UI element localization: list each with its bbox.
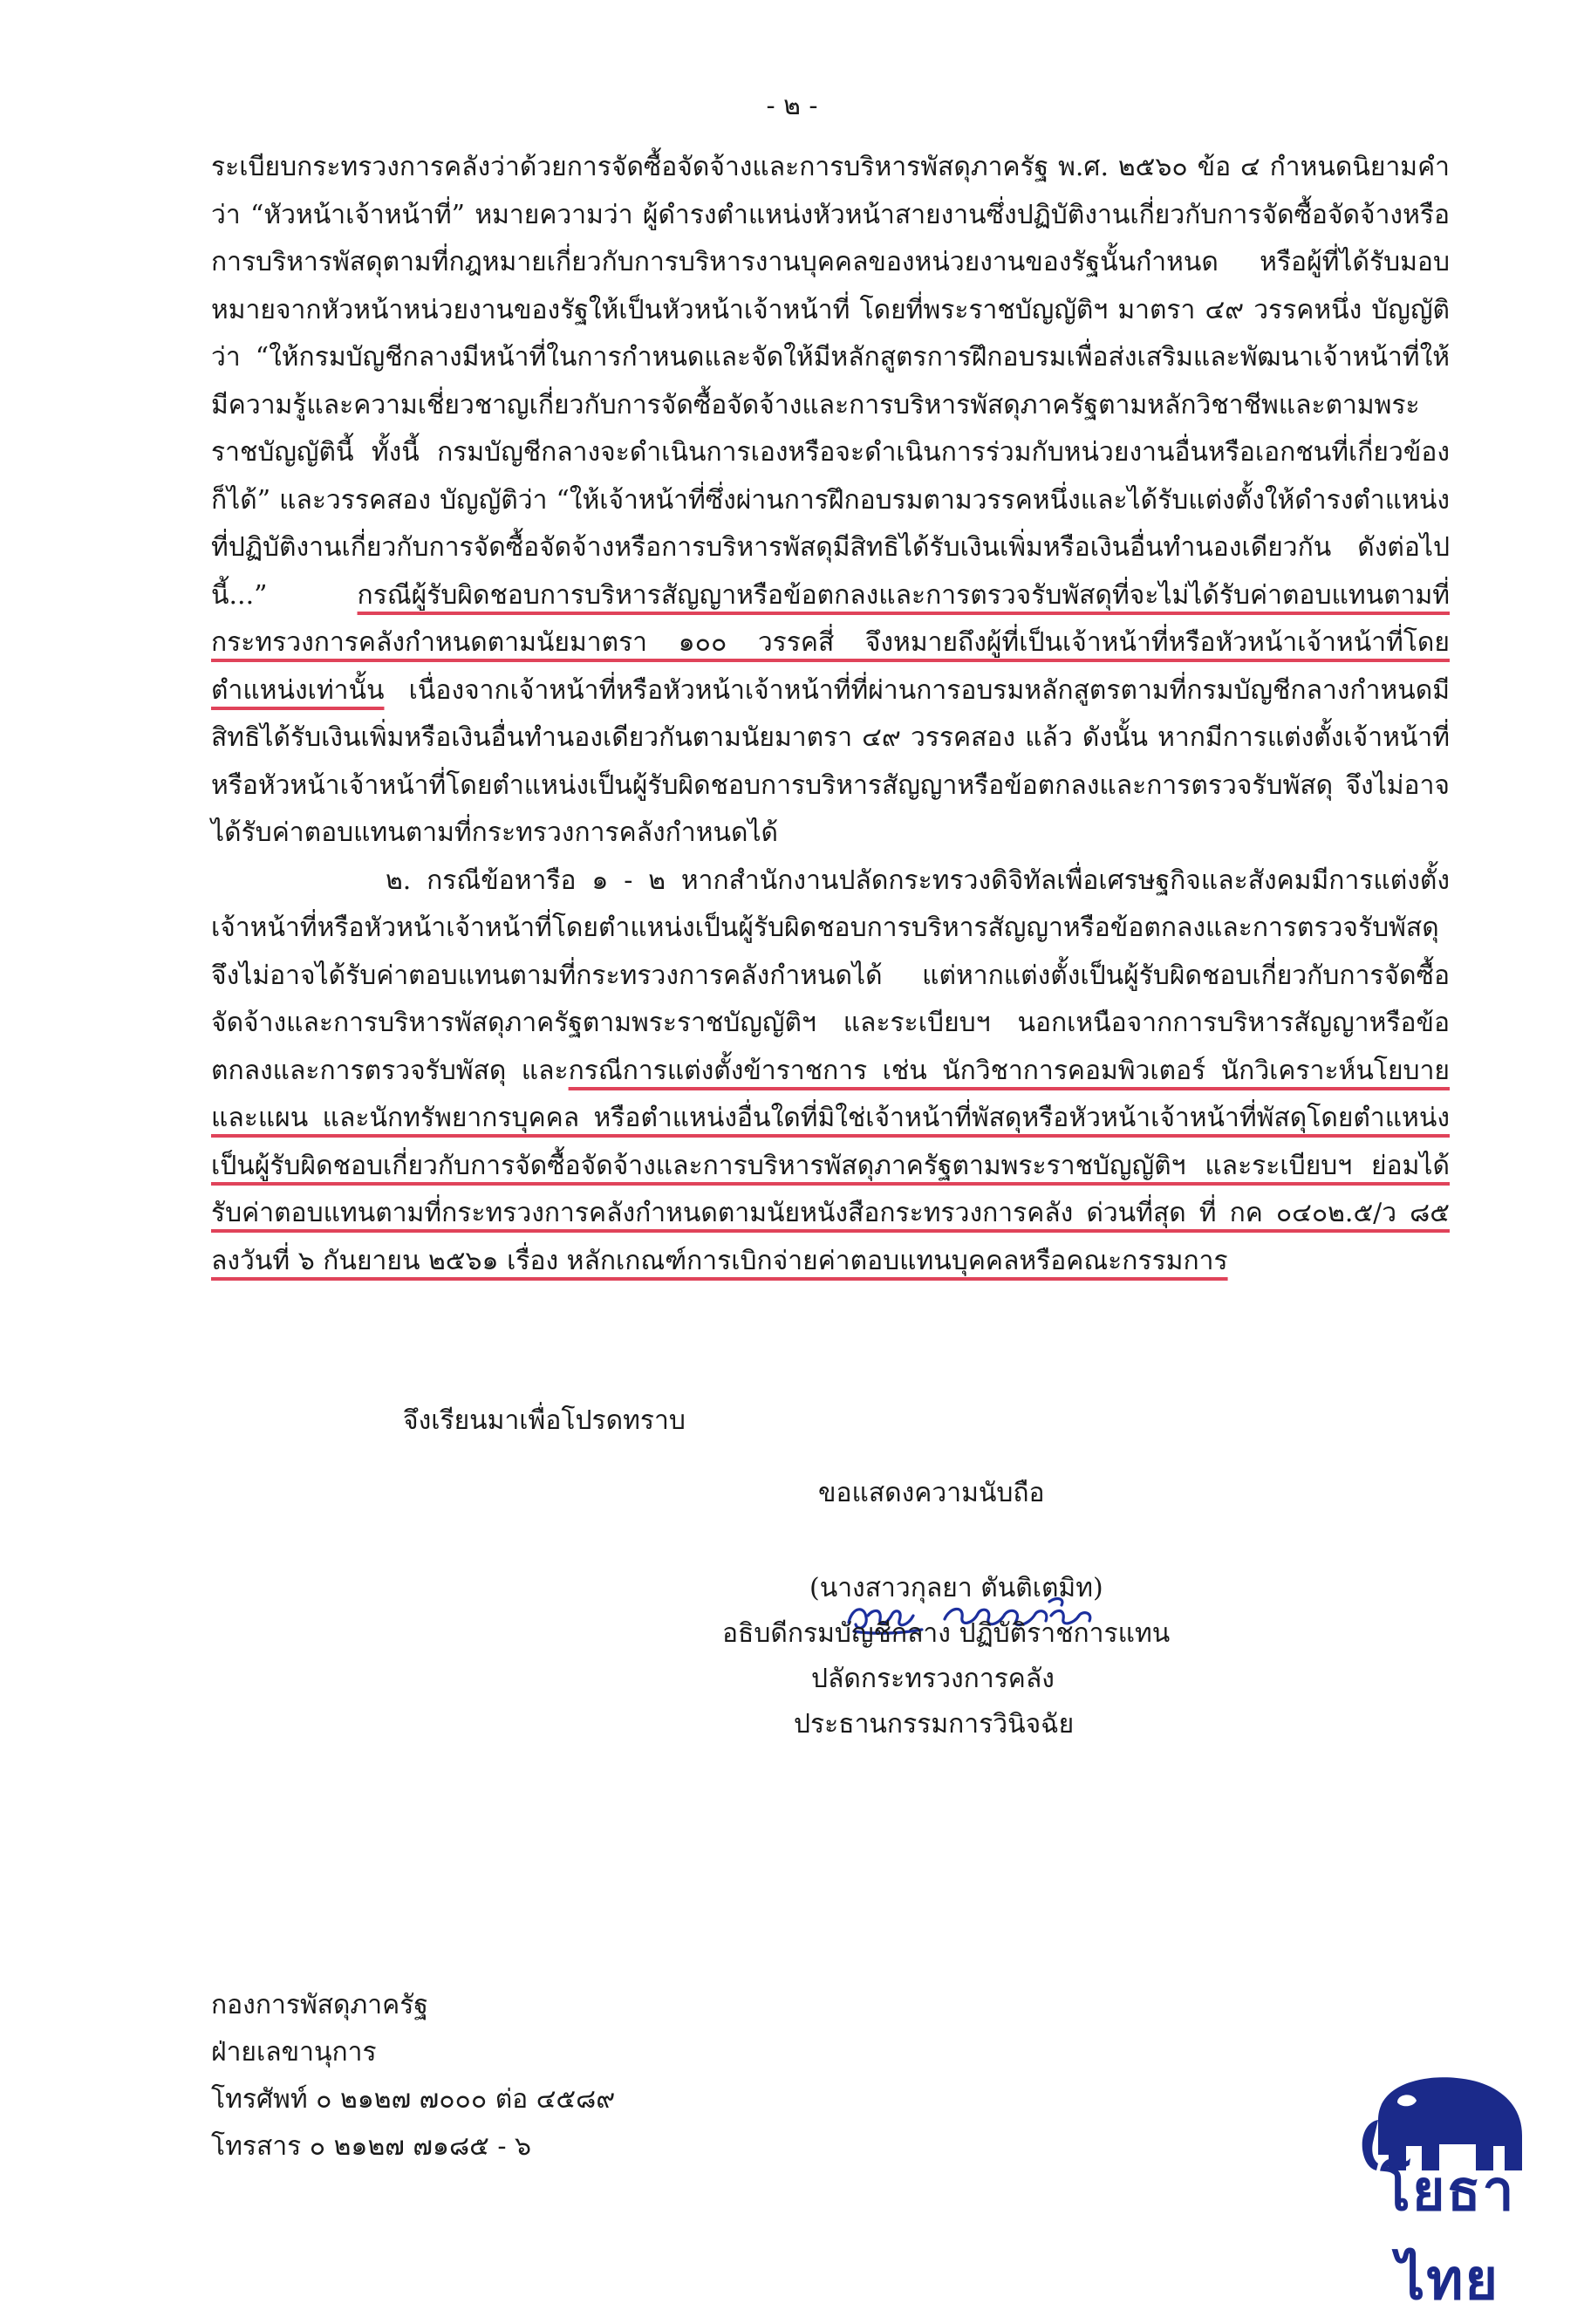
footer-section: ฝ่ายเลขานุการ xyxy=(211,2037,377,2068)
footer-contact xyxy=(211,1982,615,2170)
footer-phone: โทรศัพท์ ๐ ๒๑๒๗ ๗๐๐๐ ต่อ ๔๕๘๙ xyxy=(211,2084,616,2115)
highlighted-text: กรณีการแต่งตั้งข้าราชการ เช่น นักวิชาการคอมพิวเตอร์ นักวิเคราะห์นโยบายและแผน และนักทรัพยากรบุคคล หรือตำแหน่งอื่นใดที่มิใช่เจ้าหน้าที่พัสดุหรือหัวหน้าเจ้าหน้าที่พัสดุโดยตำแหน่ง เป็นผู้รับผิดชอบเกี่ยวกับการจัดซื้อจัดจ้างและการบริหารพัสดุภาครัฐตามพระราชบัญญัติฯ และระเบียบฯ ย่อมได้รับค่าตอบแทนตามที่กระทรวงการคลังกำหนดตามนัยหนังสือกระทรวงการคลัง ด่วนที่สุด ที่ กค ๐๔๐๒.๕/ว ๘๕ ลงวันที่ ๖ กันยายน ๒๕๖๑ เรื่อง หลักเกณฑ์การเบิกจ่ายค่าตอบแทนบุคคลหรือคณะกรรมการ xyxy=(211,1055,1450,1276)
signer-title-3: ประธานกรรมการวินิจฉัย xyxy=(794,1709,1075,1740)
closing-line: จึงเรียนมาเพื่อโปรดทราบ xyxy=(403,1405,686,1436)
signer-title-1: อธิบดีกรมบัญชีกลาง ปฏิบัติราชการแทน xyxy=(722,1618,1171,1649)
body-paragraph xyxy=(211,858,1450,1286)
logo-wordmark: โยธาไทย xyxy=(1380,2159,1516,2313)
signature-block xyxy=(680,1566,1553,1747)
signer-name: (นางสาวกุลยา ตันติเตมิท) xyxy=(809,1573,1103,1603)
paragraph-text: ๒. กรณีข้อหารือ ๑ - ๒ หากสำนักงานปลัดกระทรวงดิจิทัลเพื่อเศรษฐกิจและสังคมมีการแต่งตั้งเจ้าหน้าที่หรือหัวหน้าเจ้าหน้าที่โดยตำแหน่งเป็นผู้รับผิดชอบการบริหารสัญญาหรือข้อตกลงและการตรวจรับพัสดุ จึงไม่อาจได้รับค่าตอบแทนตามที่กระทรวงการคลังกำหนดได้ แต่หากแต่งตั้งเป็นผู้รับผิดชอบเกี่ยวกับการจัดซื้อจัดจ้างและการบริหารพัสดุภาครัฐตามพระราชบัญญัติฯ และระเบียบฯ นอกเหนือจากการบริหารสัญญาหรือข้อตกลงและการตรวจรับพัสดุ และ xyxy=(211,865,1450,1086)
signer-title-2: ปลัดกระทรวงการคลัง xyxy=(811,1664,1055,1694)
highlighted-text: กรณีผู้รับผิดชอบการบริหารสัญญาหรือข้อตกลงและการตรวจรับพัสดุที่จะไม่ได้รับค่าตอบแทนตามที่กระทรวงการคลังกำหนดตามนัยมาตรา ๑๐๐ วรรคสี่ จึงหมายถึงผู้ที่เป็นเจ้าหน้าที่หรือหัวหน้าเจ้าหน้าที่โดยตำแหน่งเท่านั้น xyxy=(211,579,1450,706)
page-number: - ๒ - xyxy=(766,91,818,121)
regards-line: ขอแสดงความนับถือ xyxy=(818,1478,1045,1508)
paragraph-text: เนื่องจากเจ้าหน้าที่หรือหัวหน้าเจ้าหน้าที่ที่ผ่านการอบรมหลักสูตรตามที่กรมบัญชีกลางกำหนดมีสิทธิได้รับเงินเพิ่มหรือเงินอื่นทำนองเดียวกันตามนัยมาตรา ๔๙ วรรคสอง แล้ว ดังนั้น หากมีการแต่งตั้งเจ้าหน้าที่หรือหัวหน้าเจ้าหน้าที่โดยตำแหน่งเป็นผู้รับผิดชอบการบริหารสัญญาหรือข้อตกลงและการตรวจรับพัสดุ จึงไม่อาจได้รับค่าตอบแทนตามที่กระทรวงการคลังกำหนดได้ xyxy=(211,674,1450,848)
body-paragraph xyxy=(211,144,1450,858)
paragraph-text: ระเบียบกระทรวงการคลังว่าด้วยการจัดซื้อจัดจ้างและการบริหารพัสดุภาครัฐ พ.ศ. ๒๕๖๐ ข้อ ๔ กำหนดนิยามคำว่า “หัวหน้าเจ้าหน้าที่” หมายความว่า ผู้ดำรงตำแหน่งหัวหน้าสายงานซึ่งปฏิบัติงานเกี่ยวกับการจัดซื้อจัดจ้างหรือการบริหารพัสดุตามที่กฎหมายเกี่ยวกับการบริหารงานบุคคลของหน่วยงานของรัฐนั้นกำหนด หรือผู้ที่ได้รับมอบหมายจากหัวหน้าหน่วยงานของรัฐให้เป็นหัวหน้าเจ้าหน้าที่ โดยที่พระราชบัญญัติฯ มาตรา ๔๙ วรรคหนึ่ง บัญญัติว่า “ให้กรมบัญชีกลางมีหน้าที่ในการกำหนดและจัดให้มีหลักสูตรการฝึกอบรมเพื่อส่งเสริมและพัฒนาเจ้าหน้าที่ให้มีความรู้และความเชี่ยวชาญเกี่ยวกับการจัดซื้อจัดจ้างและการบริหารพัสดุภาครัฐตามหลักวิชาชีพและตามพระราชบัญญัตินี้ ทั้งนี้ กรมบัญชีกลางจะดำเนินการเองหรือจะดำเนินการร่วมกับหน่วยงานอื่นหรือเอกชนที่เกี่ยวข้องก็ได้” และวรรคสอง บัญญัติว่า “ให้เจ้าหน้าที่ซึ่งผ่านการฝึกอบรมตามวรรคหนึ่งและได้รับแต่งตั้งให้ดำรงตำแหน่งที่ปฏิบัติงานเกี่ยวกับการจัดซื้อจัดจ้างหรือการบริหารพัสดุมีสิทธิได้รับเงินเพิ่มหรือเงินอื่นทำนองเดียวกัน ดังต่อไปนี้...” xyxy=(211,152,1450,611)
footer-division: กองการพัสดุภาครัฐ xyxy=(211,1990,428,2020)
footer-fax: โทรสาร ๐ ๒๑๒๗ ๗๑๘๕ - ๖ xyxy=(211,2131,532,2162)
letter-body xyxy=(211,144,1450,1285)
